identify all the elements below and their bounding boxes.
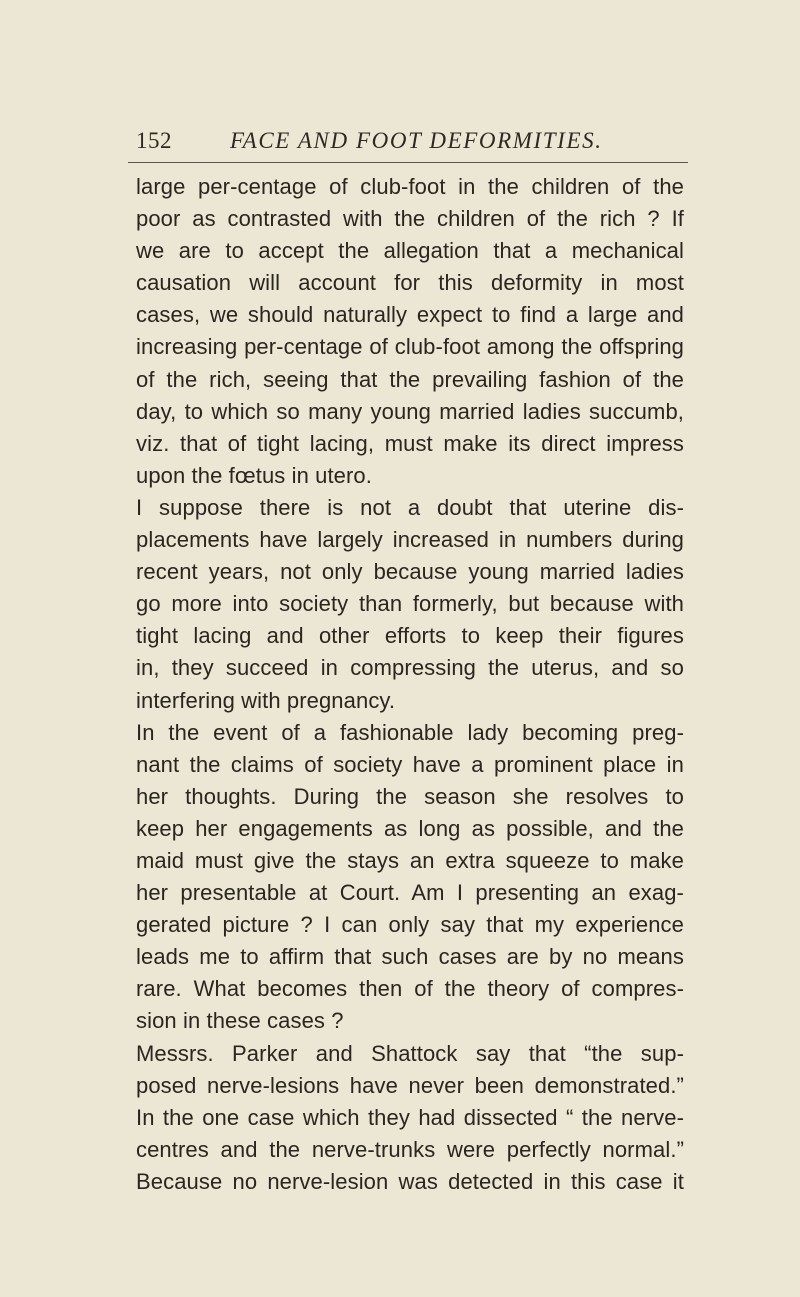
running-head: FACE AND FOOT DEFORMITIES.	[230, 128, 603, 153]
text-line: of the rich, seeing that the prevailing fashion of the	[136, 366, 684, 392]
text-line: in, they succeed in compressing the uterus, and so	[136, 655, 684, 681]
text-line: viz. that of tight lacing, must make its direct impress	[136, 430, 684, 456]
text-line: sion in these cases ?	[136, 1008, 344, 1034]
text-line: recent years, not only because young married ladies	[136, 559, 684, 585]
text-line: leads me to affirm that such cases are by no means	[136, 944, 684, 970]
text-line: day, to which so many young married ladies succumb,	[136, 398, 684, 424]
text-line: posed nerve-lesions have never been demonstrated.”	[136, 1072, 684, 1098]
text-line: placements have largely increased in numbers during	[136, 527, 684, 553]
text-line: upon the fœtus in utero.	[136, 462, 372, 488]
page-number: 152	[136, 128, 172, 153]
text-line: increasing per-centage of club-foot among the offspring	[136, 334, 684, 360]
text-line: Because no nerve-lesion was detected in this case it	[136, 1168, 684, 1194]
text-line: nant the claims of society have a prominent place in	[136, 751, 684, 777]
page-header	[128, 128, 688, 163]
text-line: her thoughts. During the season she resolves to	[136, 783, 684, 809]
text-line: gerated picture ? I can only say that my experience	[136, 912, 684, 938]
text-line: poor as contrasted with the children of the rich ? If	[136, 206, 684, 232]
body-text	[136, 171, 684, 1198]
text-line: In the event of a fashionable lady becoming preg-	[136, 719, 684, 745]
text-line: rare. What becomes then of the theory of compres-	[136, 976, 684, 1002]
text-line: Messrs. Parker and Shattock say that “the sup-	[136, 1040, 684, 1066]
text-line: go more into society than formerly, but because with	[136, 591, 684, 617]
text-line: causation will account for this deformity in most	[136, 270, 684, 296]
text-line: interfering with pregnancy.	[136, 687, 396, 713]
text-line: keep her engagements as long as possible, and the	[136, 815, 684, 841]
text-line: I suppose there is not a doubt that uterine dis-	[136, 494, 684, 520]
text-line: large per-centage of club-foot in the children of the	[136, 174, 684, 199]
text-line: cases, we should naturally expect to find a large and	[136, 302, 684, 328]
text-line: maid must give the stays an extra squeeze to make	[136, 847, 684, 873]
text-line: we are to accept the allegation that a mechanical	[136, 238, 684, 264]
text-line: her presentable at Court. Am I presenting an exag-	[136, 880, 684, 906]
text-line: tight lacing and other efforts to keep their figures	[136, 623, 684, 649]
text-line: In the one case which they had dissected “ the nerve-	[136, 1104, 684, 1130]
text-line: centres and the nerve-trunks were perfectly normal.”	[136, 1136, 684, 1162]
